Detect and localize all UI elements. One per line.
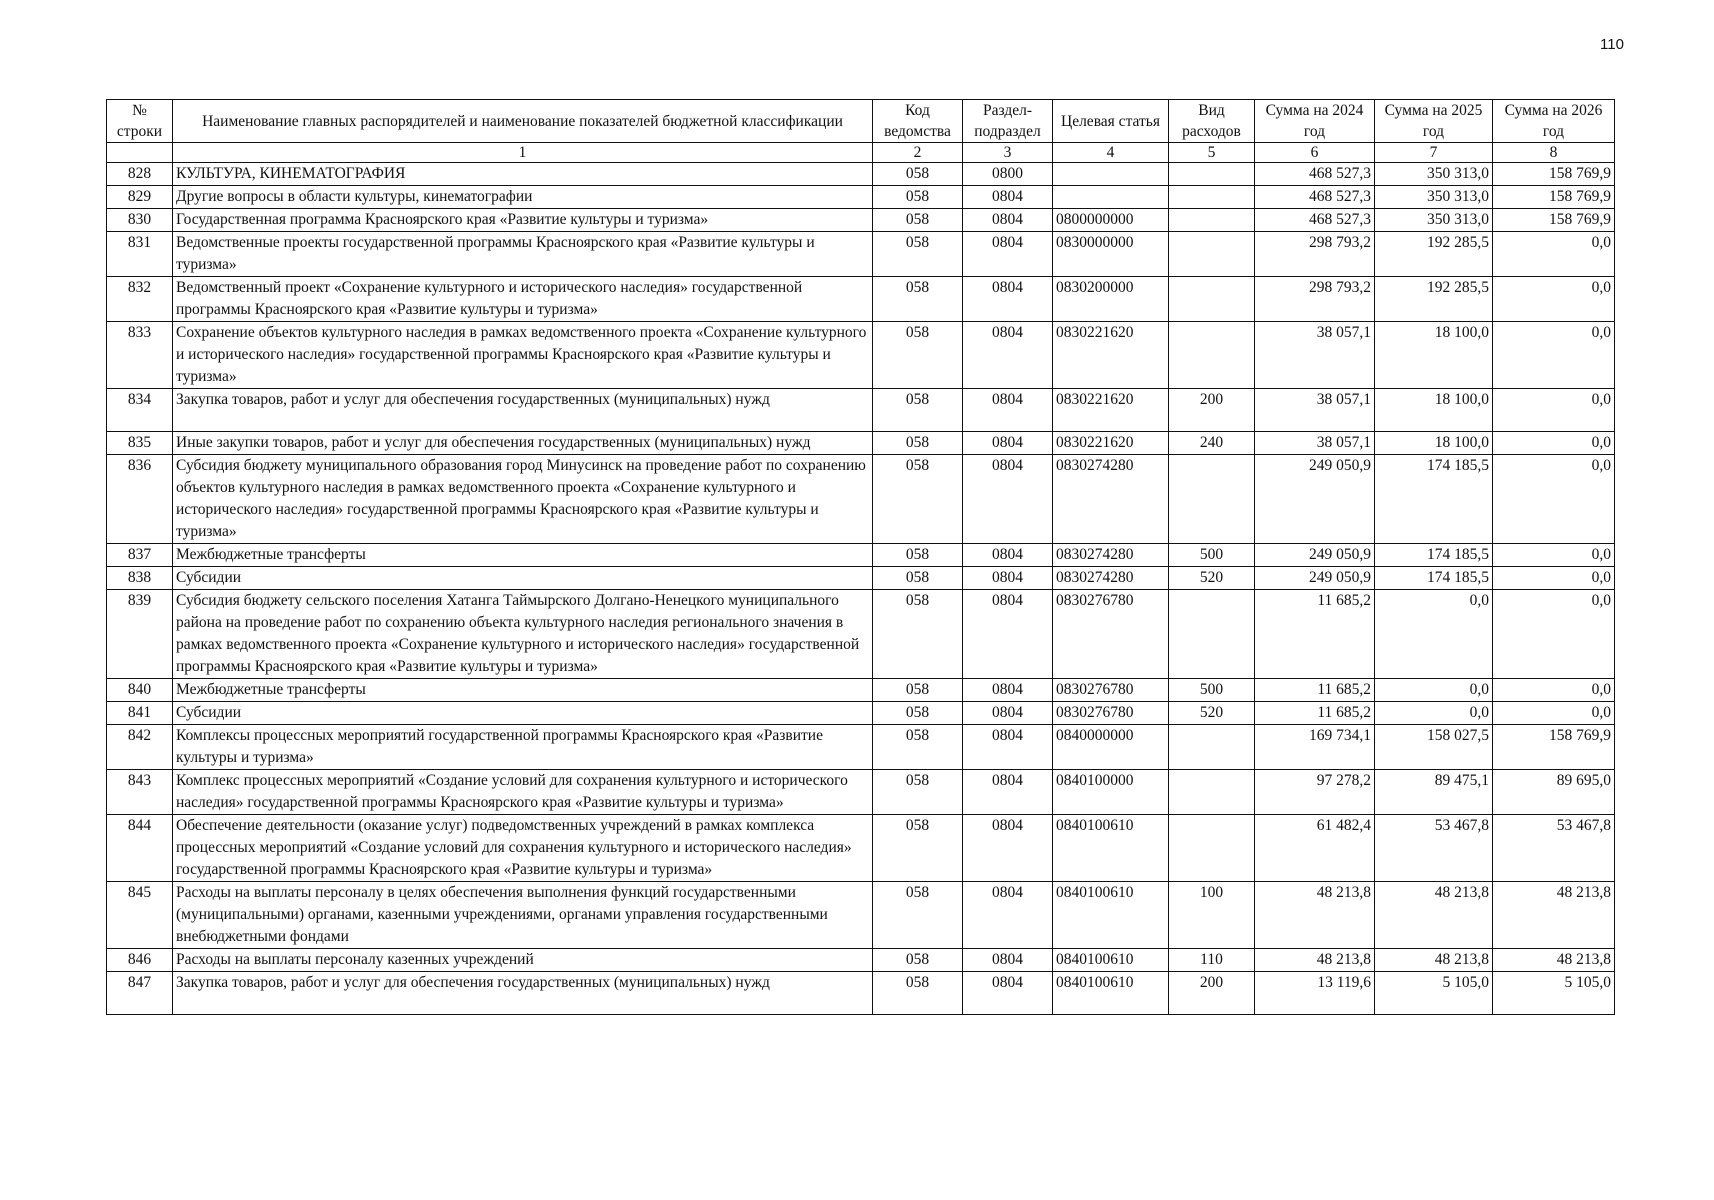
sum-2025: 18 100,0 xyxy=(1375,432,1493,455)
target-article: 0830200000 xyxy=(1053,277,1169,322)
target-article: 0830221620 xyxy=(1053,322,1169,389)
table-row xyxy=(107,770,1615,815)
sum-2026: 0,0 xyxy=(1493,590,1615,679)
row-name: Обеспечение деятельности (оказание услуг) подведомственных учреждений в рамках комплекса процессных мероприятий «Создание условий для сохранения культурного и исторического наследия» государственной программы Красноярского края «Развитие культуры и туризма» xyxy=(173,815,873,882)
sum-2026: 5 105,0 xyxy=(1493,972,1615,1015)
section-code: 0804 xyxy=(963,770,1053,815)
row-name: Субсидия бюджету сельского поселения Хатанга Таймырского Долгано-Ненецкого муниципального района на проведение работ по сохранению объекта культурного наследия регионального значения в рамках ведомственного проекта «Сохранение культурного и исторического наследия» государственной программы Красноярского края «Развитие культуры и туризма» xyxy=(173,590,873,679)
row-number: 842 xyxy=(107,725,173,770)
sum-2025: 192 285,5 xyxy=(1375,277,1493,322)
sum-2025: 192 285,5 xyxy=(1375,232,1493,277)
target-article: 0830221620 xyxy=(1053,432,1169,455)
row-number: 829 xyxy=(107,186,173,209)
row-number: 840 xyxy=(107,679,173,702)
row-name: Комплексы процессных мероприятий государственной программы Красноярского края «Развитие культуры и туризма» xyxy=(173,725,873,770)
expense-type xyxy=(1169,209,1255,232)
header-row xyxy=(107,100,1615,143)
row-number: 836 xyxy=(107,455,173,544)
table-row xyxy=(107,163,1615,186)
sum-2026: 0,0 xyxy=(1493,232,1615,277)
page-number: 110 xyxy=(1600,36,1624,53)
target-article: 0830276780 xyxy=(1053,590,1169,679)
sum-2024: 38 057,1 xyxy=(1255,322,1375,389)
header-row-number: № строки xyxy=(107,100,173,143)
sum-2026: 158 769,9 xyxy=(1493,209,1615,232)
sum-2026: 0,0 xyxy=(1493,455,1615,544)
expense-type: 500 xyxy=(1169,679,1255,702)
sum-2025: 89 475,1 xyxy=(1375,770,1493,815)
sum-2024: 468 527,3 xyxy=(1255,163,1375,186)
sum-2025: 158 027,5 xyxy=(1375,725,1493,770)
target-article: 0800000000 xyxy=(1053,209,1169,232)
sum-2024: 61 482,4 xyxy=(1255,815,1375,882)
row-number: 845 xyxy=(107,882,173,949)
sum-2024: 13 119,6 xyxy=(1255,972,1375,1015)
target-article xyxy=(1053,186,1169,209)
target-article: 0840100610 xyxy=(1053,815,1169,882)
section-code: 0804 xyxy=(963,432,1053,455)
row-number: 841 xyxy=(107,702,173,725)
department-code: 058 xyxy=(873,882,963,949)
row-name: Иные закупки товаров, работ и услуг для обеспечения государственных (муниципальных) нужд xyxy=(173,432,873,455)
department-code: 058 xyxy=(873,725,963,770)
section-code: 0804 xyxy=(963,590,1053,679)
table-row xyxy=(107,567,1615,590)
sum-2025: 350 313,0 xyxy=(1375,186,1493,209)
section-code: 0804 xyxy=(963,679,1053,702)
sum-2024: 169 734,1 xyxy=(1255,725,1375,770)
target-article: 0830276780 xyxy=(1053,702,1169,725)
header-department-code: Код ведомства xyxy=(873,100,963,143)
sum-2026: 48 213,8 xyxy=(1493,882,1615,949)
section-code: 0804 xyxy=(963,949,1053,972)
section-code: 0804 xyxy=(963,277,1053,322)
column-number xyxy=(107,143,173,163)
sum-2025: 18 100,0 xyxy=(1375,389,1493,432)
section-code: 0804 xyxy=(963,702,1053,725)
sum-2024: 11 685,2 xyxy=(1255,702,1375,725)
sum-2024: 249 050,9 xyxy=(1255,455,1375,544)
sum-2025: 0,0 xyxy=(1375,702,1493,725)
target-article: 0830274280 xyxy=(1053,567,1169,590)
sum-2026: 0,0 xyxy=(1493,702,1615,725)
row-number: 828 xyxy=(107,163,173,186)
expense-type: 240 xyxy=(1169,432,1255,455)
expense-type xyxy=(1169,186,1255,209)
department-code: 058 xyxy=(873,544,963,567)
row-name: Сохранение объектов культурного наследия в рамках ведомственного проекта «Сохранение культурного и исторического наследия» государственной программы Красноярского края «Развитие культуры и туризма» xyxy=(173,322,873,389)
sum-2026: 89 695,0 xyxy=(1493,770,1615,815)
table-row xyxy=(107,725,1615,770)
row-number: 844 xyxy=(107,815,173,882)
sum-2025: 0,0 xyxy=(1375,679,1493,702)
table-row xyxy=(107,186,1615,209)
sum-2025: 174 185,5 xyxy=(1375,567,1493,590)
sum-2026: 0,0 xyxy=(1493,679,1615,702)
sum-2025: 48 213,8 xyxy=(1375,882,1493,949)
department-code: 058 xyxy=(873,186,963,209)
section-code: 0804 xyxy=(963,389,1053,432)
section-code: 0804 xyxy=(963,322,1053,389)
row-name: Расходы на выплаты персоналу в целях обеспечения выполнения функций государственными (муниципальными) органами, казенными учреждениями, органами управления государственными внебюджетными фондами xyxy=(173,882,873,949)
section-code: 0804 xyxy=(963,815,1053,882)
expense-type: 110 xyxy=(1169,949,1255,972)
section-code: 0804 xyxy=(963,232,1053,277)
expense-type: 500 xyxy=(1169,544,1255,567)
sum-2025: 350 313,0 xyxy=(1375,209,1493,232)
department-code: 058 xyxy=(873,702,963,725)
header-sum-2025: Сумма на 2025 год xyxy=(1375,100,1493,143)
column-number: 1 xyxy=(173,143,873,163)
table-row xyxy=(107,455,1615,544)
department-code: 058 xyxy=(873,815,963,882)
expense-type xyxy=(1169,277,1255,322)
expense-type: 100 xyxy=(1169,882,1255,949)
column-number: 7 xyxy=(1375,143,1493,163)
row-number: 839 xyxy=(107,590,173,679)
table-row xyxy=(107,209,1615,232)
department-code: 058 xyxy=(873,567,963,590)
sum-2024: 48 213,8 xyxy=(1255,949,1375,972)
table-row xyxy=(107,702,1615,725)
table-body xyxy=(107,163,1615,1015)
sum-2025: 174 185,5 xyxy=(1375,455,1493,544)
target-article: 0830274280 xyxy=(1053,455,1169,544)
section-code: 0804 xyxy=(963,725,1053,770)
sum-2026: 158 769,9 xyxy=(1493,186,1615,209)
sum-2026: 53 467,8 xyxy=(1493,815,1615,882)
sum-2026: 48 213,8 xyxy=(1493,949,1615,972)
table-row xyxy=(107,232,1615,277)
table-row xyxy=(107,389,1615,432)
expense-type: 200 xyxy=(1169,389,1255,432)
target-article: 0830274280 xyxy=(1053,544,1169,567)
department-code: 058 xyxy=(873,679,963,702)
table-row xyxy=(107,972,1615,1015)
department-code: 058 xyxy=(873,277,963,322)
header-section: Раздел-подраздел xyxy=(963,100,1053,143)
row-name: Субсидии xyxy=(173,702,873,725)
row-name: КУЛЬТУРА, КИНЕМАТОГРАФИЯ xyxy=(173,163,873,186)
section-code: 0804 xyxy=(963,567,1053,590)
budget-table xyxy=(106,99,1615,1015)
target-article: 0830221620 xyxy=(1053,389,1169,432)
department-code: 058 xyxy=(873,949,963,972)
row-name: Закупка товаров, работ и услуг для обеспечения государственных (муниципальных) нужд xyxy=(173,389,873,432)
header-sum-2024: Сумма на 2024 год xyxy=(1255,100,1375,143)
table-row xyxy=(107,679,1615,702)
table-row xyxy=(107,949,1615,972)
expense-type xyxy=(1169,815,1255,882)
department-code: 058 xyxy=(873,590,963,679)
header-target-article: Целевая статья xyxy=(1053,100,1169,143)
row-name: Расходы на выплаты персоналу казенных учреждений xyxy=(173,949,873,972)
department-code: 058 xyxy=(873,972,963,1015)
sum-2024: 11 685,2 xyxy=(1255,590,1375,679)
column-number: 5 xyxy=(1169,143,1255,163)
row-number: 847 xyxy=(107,972,173,1015)
row-number: 830 xyxy=(107,209,173,232)
sum-2024: 468 527,3 xyxy=(1255,186,1375,209)
department-code: 058 xyxy=(873,389,963,432)
section-code: 0804 xyxy=(963,544,1053,567)
expense-type xyxy=(1169,232,1255,277)
header-sum-2026: Сумма на 2026 год xyxy=(1493,100,1615,143)
sum-2025: 174 185,5 xyxy=(1375,544,1493,567)
expense-type: 520 xyxy=(1169,567,1255,590)
row-name: Субсидия бюджету муниципального образования город Минусинск на проведение работ по сохранению объектов культурного наследия в рамках ведомственного проекта «Сохранение культурного и исторического наследия» государственной программы Красноярского края «Развитие культуры и туризма» xyxy=(173,455,873,544)
row-number: 834 xyxy=(107,389,173,432)
department-code: 058 xyxy=(873,455,963,544)
expense-type xyxy=(1169,770,1255,815)
column-number: 4 xyxy=(1053,143,1169,163)
row-name: Закупка товаров, работ и услуг для обеспечения государственных (муниципальных) нужд xyxy=(173,972,873,1015)
row-name: Субсидии xyxy=(173,567,873,590)
row-name: Ведомственные проекты государственной программы Красноярского края «Развитие культуры и туризма» xyxy=(173,232,873,277)
row-number: 832 xyxy=(107,277,173,322)
expense-type xyxy=(1169,163,1255,186)
row-name: Государственная программа Красноярского края «Развитие культуры и туризма» xyxy=(173,209,873,232)
sum-2026: 0,0 xyxy=(1493,277,1615,322)
sum-2025: 5 105,0 xyxy=(1375,972,1493,1015)
expense-type xyxy=(1169,455,1255,544)
department-code: 058 xyxy=(873,770,963,815)
row-name: Комплекс процессных мероприятий «Создание условий для сохранения культурного и исторического наследия» государственной программы Красноярского края «Развитие культуры и туризма» xyxy=(173,770,873,815)
target-article: 0840100000 xyxy=(1053,770,1169,815)
sum-2024: 298 793,2 xyxy=(1255,232,1375,277)
table-row xyxy=(107,882,1615,949)
sum-2025: 48 213,8 xyxy=(1375,949,1493,972)
row-name: Ведомственный проект «Сохранение культурного и исторического наследия» государственной программы Красноярского края «Развитие культуры и туризма» xyxy=(173,277,873,322)
row-number: 833 xyxy=(107,322,173,389)
table-row xyxy=(107,544,1615,567)
sum-2025: 0,0 xyxy=(1375,590,1493,679)
row-number: 831 xyxy=(107,232,173,277)
sum-2025: 18 100,0 xyxy=(1375,322,1493,389)
sum-2026: 0,0 xyxy=(1493,322,1615,389)
column-number: 3 xyxy=(963,143,1053,163)
section-code: 0804 xyxy=(963,972,1053,1015)
target-article xyxy=(1053,163,1169,186)
expense-type: 200 xyxy=(1169,972,1255,1015)
row-number: 838 xyxy=(107,567,173,590)
sum-2026: 0,0 xyxy=(1493,432,1615,455)
expense-type xyxy=(1169,322,1255,389)
section-code: 0804 xyxy=(963,209,1053,232)
column-number: 6 xyxy=(1255,143,1375,163)
target-article: 0840100610 xyxy=(1053,949,1169,972)
row-name: Межбюджетные трансферты xyxy=(173,544,873,567)
sum-2026: 158 769,9 xyxy=(1493,163,1615,186)
department-code: 058 xyxy=(873,209,963,232)
section-code: 0804 xyxy=(963,186,1053,209)
sum-2026: 0,0 xyxy=(1493,389,1615,432)
table-row xyxy=(107,432,1615,455)
target-article: 0840100610 xyxy=(1053,882,1169,949)
expense-type xyxy=(1169,725,1255,770)
sum-2026: 158 769,9 xyxy=(1493,725,1615,770)
table-row xyxy=(107,277,1615,322)
sum-2026: 0,0 xyxy=(1493,567,1615,590)
sum-2024: 249 050,9 xyxy=(1255,567,1375,590)
header-name: Наименование главных распорядителей и наименование показателей бюджетной классификации xyxy=(173,100,873,143)
row-number: 843 xyxy=(107,770,173,815)
sum-2024: 249 050,9 xyxy=(1255,544,1375,567)
department-code: 058 xyxy=(873,232,963,277)
column-number: 2 xyxy=(873,143,963,163)
column-number: 8 xyxy=(1493,143,1615,163)
target-article: 0830276780 xyxy=(1053,679,1169,702)
header-expense-type: Вид расходов xyxy=(1169,100,1255,143)
row-number: 837 xyxy=(107,544,173,567)
column-number-row xyxy=(107,143,1615,163)
table-row xyxy=(107,590,1615,679)
target-article: 0840100610 xyxy=(1053,972,1169,1015)
sum-2024: 468 527,3 xyxy=(1255,209,1375,232)
department-code: 058 xyxy=(873,322,963,389)
department-code: 058 xyxy=(873,432,963,455)
sum-2025: 350 313,0 xyxy=(1375,163,1493,186)
sum-2024: 38 057,1 xyxy=(1255,389,1375,432)
sum-2024: 298 793,2 xyxy=(1255,277,1375,322)
section-code: 0804 xyxy=(963,882,1053,949)
expense-type xyxy=(1169,590,1255,679)
section-code: 0800 xyxy=(963,163,1053,186)
expense-type: 520 xyxy=(1169,702,1255,725)
row-number: 846 xyxy=(107,949,173,972)
target-article: 0840000000 xyxy=(1053,725,1169,770)
target-article: 0830000000 xyxy=(1053,232,1169,277)
sum-2024: 11 685,2 xyxy=(1255,679,1375,702)
table-row xyxy=(107,322,1615,389)
row-name: Другие вопросы в области культуры, кинематографии xyxy=(173,186,873,209)
sum-2025: 53 467,8 xyxy=(1375,815,1493,882)
section-code: 0804 xyxy=(963,455,1053,544)
sum-2024: 38 057,1 xyxy=(1255,432,1375,455)
row-name: Межбюджетные трансферты xyxy=(173,679,873,702)
table-row xyxy=(107,815,1615,882)
row-number: 835 xyxy=(107,432,173,455)
department-code: 058 xyxy=(873,163,963,186)
sum-2024: 48 213,8 xyxy=(1255,882,1375,949)
sum-2026: 0,0 xyxy=(1493,544,1615,567)
sum-2024: 97 278,2 xyxy=(1255,770,1375,815)
